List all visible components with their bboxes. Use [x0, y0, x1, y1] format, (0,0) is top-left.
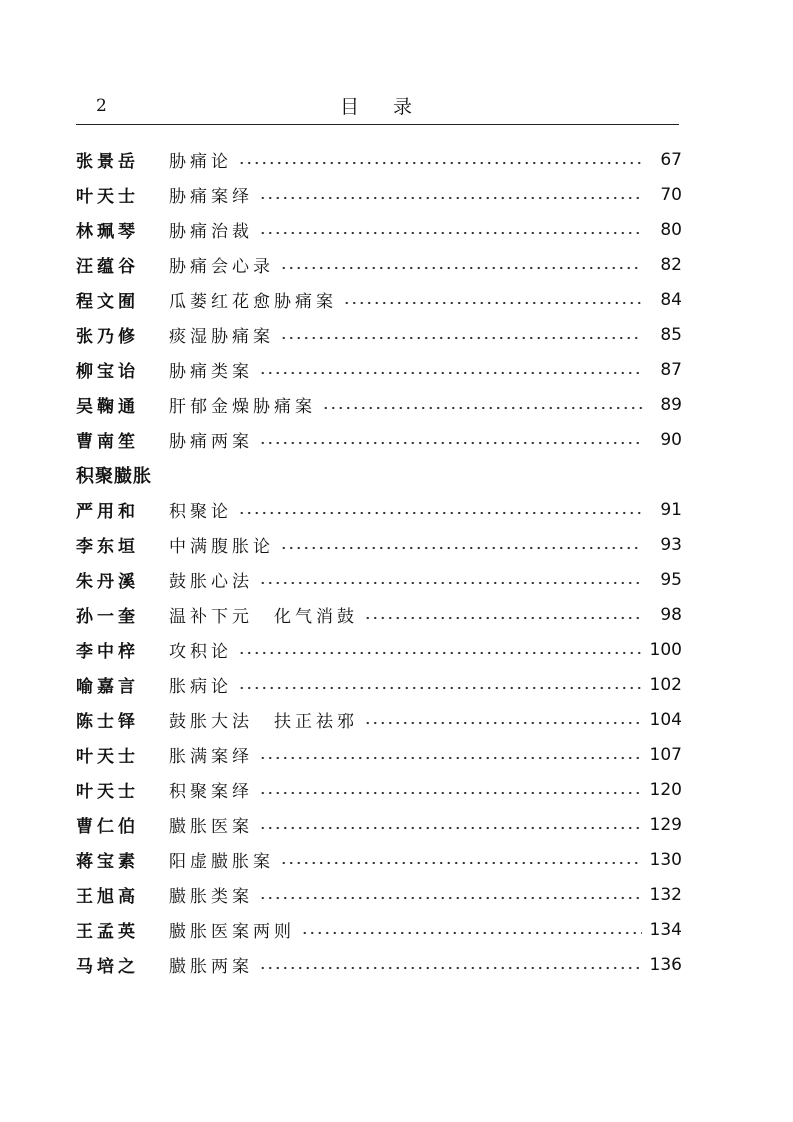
dot-leader: [259, 370, 642, 376]
dot-leader: [322, 405, 642, 411]
toc-page: 70: [660, 184, 682, 205]
toc-title: 胁痛类案: [169, 362, 253, 382]
toc-entry: [76, 387, 682, 422]
toc-page: 87: [660, 359, 682, 380]
toc-author: 叶天士: [76, 747, 139, 767]
toc-page: 93: [660, 534, 682, 555]
dot-leader: [259, 790, 642, 796]
toc-title: 胀病论: [169, 677, 232, 697]
dot-leader: [280, 860, 642, 866]
toc-title: 臌胀医案两则: [169, 922, 295, 942]
page-title: 目录: [340, 96, 447, 118]
toc-entry: [76, 807, 682, 842]
toc-title: 温补下元 化气消鼓: [169, 607, 358, 627]
toc-author: 李东垣: [76, 537, 139, 557]
toc-title: 臌胀类案: [169, 887, 253, 907]
toc-title: 鼓胀心法: [169, 572, 253, 592]
toc-entry: [76, 527, 682, 562]
dot-leader: [364, 615, 642, 621]
page-header: [76, 92, 679, 125]
toc-title: 臌胀两案: [169, 957, 253, 977]
toc-title: 胁痛会心录: [169, 257, 274, 277]
toc-author: 孙一奎: [76, 607, 139, 627]
dot-leader: [364, 720, 642, 726]
toc-page: 67: [660, 149, 682, 170]
toc-title: 痰湿胁痛案: [169, 327, 274, 347]
toc-entry: [76, 737, 682, 772]
toc-title: 胁痛治裁: [169, 222, 253, 242]
toc-entry: [76, 877, 682, 912]
toc-author: 马培之: [76, 957, 139, 977]
toc-entry: [76, 422, 682, 457]
toc-page: 102: [649, 674, 682, 695]
toc-author: 曹仁伯: [76, 817, 139, 837]
dot-leader: [238, 160, 642, 166]
toc-entry: [76, 947, 682, 982]
toc-author: 张景岳: [76, 152, 139, 172]
toc-page: 80: [660, 219, 682, 240]
toc-author: 吴鞠通: [76, 397, 139, 417]
toc-entry: [76, 142, 682, 177]
toc-page: 129: [649, 814, 682, 835]
dot-leader: [259, 965, 642, 971]
dot-leader: [238, 510, 642, 516]
toc-title: 阳虚臌胀案: [169, 852, 274, 872]
toc-page: 82: [660, 254, 682, 275]
toc-author: 王孟英: [76, 922, 139, 942]
toc-page: 91: [660, 499, 682, 520]
toc-author: 朱丹溪: [76, 572, 139, 592]
dot-leader: [238, 685, 642, 691]
dot-leader: [259, 230, 642, 236]
toc-page: 107: [649, 744, 682, 765]
toc-page: 85: [660, 324, 682, 345]
toc-page: 104: [649, 709, 682, 730]
toc-author: 陈士铎: [76, 712, 139, 732]
toc-author: 林珮琴: [76, 222, 139, 242]
toc-entry: [76, 282, 682, 317]
toc-entry: [76, 317, 682, 352]
toc-author: 叶天士: [76, 782, 139, 802]
page-number: 2: [96, 96, 107, 116]
toc-entry: [76, 177, 682, 212]
toc-title: 中满腹胀论: [169, 537, 274, 557]
toc-title: 鼓胀大法 扶正祛邪: [169, 712, 358, 732]
dot-leader: [259, 825, 642, 831]
table-of-contents: [76, 142, 682, 982]
toc-page: 95: [660, 569, 682, 590]
dot-leader: [280, 335, 642, 341]
toc-entry: [76, 352, 682, 387]
toc-entry: [76, 842, 682, 877]
toc-author: 王旭高: [76, 887, 139, 907]
toc-author: 严用和: [76, 502, 139, 522]
toc-page: 120: [649, 779, 682, 800]
toc-author: 喻嘉言: [76, 677, 139, 697]
toc-entry: [76, 632, 682, 667]
toc-page: 84: [660, 289, 682, 310]
toc-page: 132: [649, 884, 682, 905]
dot-leader: [259, 895, 642, 901]
toc-author: 蒋宝素: [76, 852, 139, 872]
section-heading: 积聚臌胀: [76, 465, 152, 487]
toc-author: 程文囿: [76, 292, 139, 312]
toc-title: 胀满案绎: [169, 747, 253, 767]
toc-page: 136: [649, 954, 682, 975]
dot-leader: [259, 195, 642, 201]
dot-leader: [238, 650, 642, 656]
toc-page: 98: [660, 604, 682, 625]
toc-entry: [76, 597, 682, 632]
toc-title: 胁痛论: [169, 152, 232, 172]
dot-leader: [280, 545, 642, 551]
toc-entry: [76, 912, 682, 947]
toc-author: 叶天士: [76, 187, 139, 207]
toc-entry: [76, 702, 682, 737]
toc-title: 胁痛两案: [169, 432, 253, 452]
toc-entry: [76, 212, 682, 247]
toc-author: 张乃修: [76, 327, 139, 347]
dot-leader: [301, 930, 642, 936]
toc-entry: [76, 247, 682, 282]
toc-entry: [76, 667, 682, 702]
toc-title: 瓜蒌红花愈胁痛案: [169, 292, 337, 312]
toc-page: 100: [649, 639, 682, 660]
toc-entry: [76, 492, 682, 527]
toc-author: 曹南笙: [76, 432, 139, 452]
toc-title: 积聚论: [169, 502, 232, 522]
dot-leader: [259, 755, 642, 761]
dot-leader: [259, 580, 642, 586]
dot-leader: [280, 265, 642, 271]
toc-page: 130: [649, 849, 682, 870]
toc-title: 肝郁金燥胁痛案: [169, 397, 316, 417]
toc-title: 积聚案绎: [169, 782, 253, 802]
toc-title: 臌胀医案: [169, 817, 253, 837]
toc-author: 李中梓: [76, 642, 139, 662]
toc-entry: [76, 772, 682, 807]
dot-leader: [343, 300, 642, 306]
toc-author: 汪蕴谷: [76, 257, 139, 277]
dot-leader: [259, 440, 642, 446]
toc-title: 胁痛案绎: [169, 187, 253, 207]
toc-entry: [76, 562, 682, 597]
toc-page: 90: [660, 429, 682, 450]
toc-page: 89: [660, 394, 682, 415]
toc-title: 攻积论: [169, 642, 232, 662]
toc-author: 柳宝诒: [76, 362, 139, 382]
toc-page: 134: [649, 919, 682, 940]
